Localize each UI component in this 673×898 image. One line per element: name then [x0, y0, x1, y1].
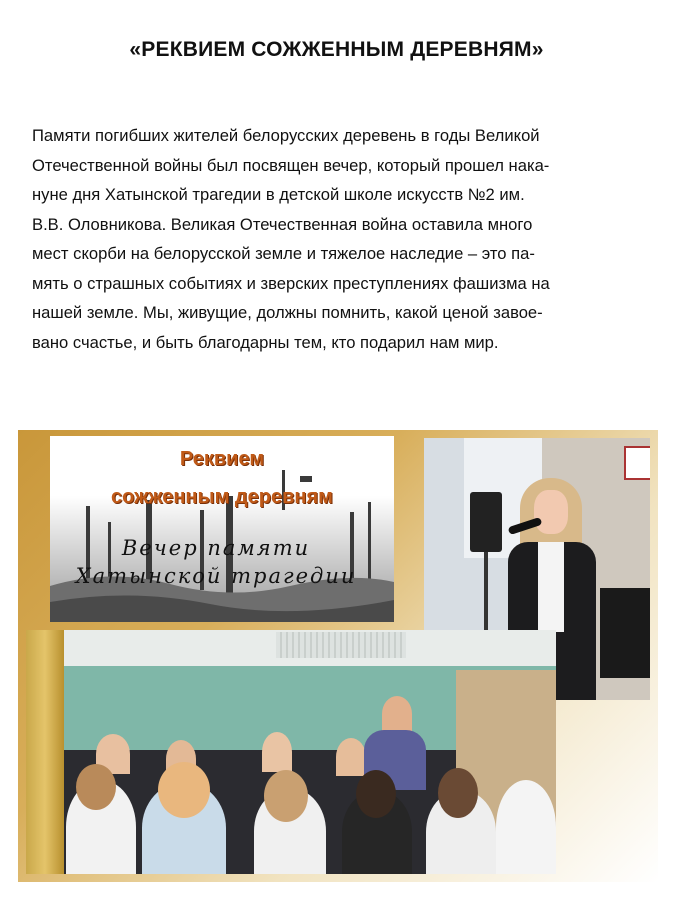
poster-title-line: Реквием [179, 448, 265, 470]
paragraph-line: В.В. Оловникова. Великая Отечественная война оставила много [32, 214, 533, 234]
poster-subtitle-line: Вечер памяти [121, 536, 311, 560]
paragraph-line: мять о страшных событиях и зверских преступлениях фашизма на [32, 273, 550, 293]
ceiling-vent [276, 632, 406, 658]
curtain [26, 630, 64, 874]
audience-photo [26, 630, 556, 874]
audience-member [382, 696, 412, 732]
audience-member [438, 768, 478, 818]
paragraph-line: нуне дня Хатынской трагедии в детской школе искусств №2 им. [32, 185, 525, 204]
paragraph-line: Памяти погибших жителей белорусских деревень в годы Великой [32, 126, 540, 145]
piano [600, 588, 650, 678]
paragraph-line: мест скорби на белорусской земле и тяжелое наследие – это па- [32, 244, 535, 263]
poster-subtitle-line: Хатынской трагедии [75, 564, 357, 588]
audience-member [336, 738, 366, 776]
audience-member [264, 770, 308, 822]
photo-collage [18, 430, 658, 882]
singer-shirt [538, 542, 564, 632]
paragraph-line: вано счастье, и быть благодарны тем, кто подарил нам мир. [32, 332, 499, 352]
paragraph-line: Отечественной войны был посвящен вечер, который прошел нака- [32, 155, 550, 175]
poster-title-line: сожженным деревням [111, 486, 333, 508]
wall-frame [624, 446, 650, 480]
paragraph-line: нашей земле. Мы, живущие, должны помнить, какой ценой завое- [32, 303, 543, 322]
event-poster [50, 436, 394, 622]
audience-member [262, 732, 292, 772]
singer-face [534, 490, 568, 534]
audience-member [356, 770, 396, 818]
audience-member [76, 764, 116, 810]
audience-member [496, 780, 556, 874]
article-title: «РЕКВИЕМ СОЖЖЕННЫМ ДЕРЕВНЯМ» [129, 38, 544, 61]
speaker [470, 492, 502, 552]
audience-member [158, 762, 210, 818]
article-paragraph [32, 121, 644, 357]
